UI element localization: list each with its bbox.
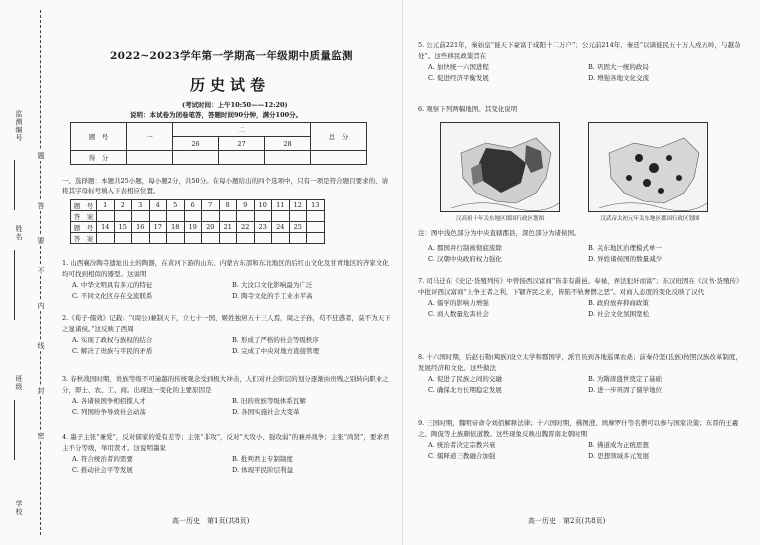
seal-char: 题 (37, 152, 45, 159)
score-header: 二 (173, 123, 311, 137)
answer-cell[interactable] (97, 211, 115, 222)
option[interactable]: B. 批判君主专制制度 (232, 455, 293, 463)
binding-underline (14, 400, 15, 460)
option[interactable]: C. 不同文化区存在交流联系 (72, 292, 153, 300)
option[interactable]: A. 中华文明具有多元的特征 (72, 281, 153, 289)
option[interactable]: A. 统治者决定宗教兴衰 (428, 441, 496, 449)
answer-cell[interactable] (307, 211, 325, 222)
question-number-cell: 20 (202, 222, 220, 233)
question-number-cell: 3 (132, 200, 150, 211)
question-stem: 1. 山西襄汾陶寺遗址出土的陶器，在黄河下游的山东、内蒙古东部和东北地区的后红山文化及甘青地区的齐家文化均可找到相似的器型。这说明 (62, 259, 389, 278)
question-stem: 5. 公元前221年，秦始皇“徙天下豪富于咸阳十二万户”；公元前214年，秦廷“以谪徙民五十万人戍五岭，与越杂处”。这些移民政策旨在 (418, 41, 741, 60)
answer-cell[interactable] (184, 211, 202, 222)
question-number-cell: 6 (184, 200, 202, 211)
seal-char: 封 (37, 387, 45, 394)
map-caption-2: 汉武帝太初元年关东地区郡国行政区划图 (600, 216, 700, 222)
question-9 (418, 418, 748, 462)
seal-char: 密 (37, 432, 45, 439)
option[interactable]: D. 进一步巩固了儒学地位 (588, 386, 663, 394)
option[interactable]: C. 汉朝中央政府权力强化 (428, 255, 502, 263)
question-number-cell: 16 (132, 222, 150, 233)
question-stem: 2.《荀子·儒效》记载：“(周公)兼制天下，立七十一国，姬姓独居五十三人焉，周之子孙，苟不狂惑者，莫不为天下之显诸侯。”这反映了西周 (62, 314, 391, 333)
question-number-cell: 23 (254, 222, 272, 233)
question-stem: 7. 司马迁在《史记·货殖列传》中曾扬西汉富商“皆非有爵邑、奉禄，弄法犯奸而富”；东汉班固在《汉书·货殖传》中批评西汉富商“上争王者之利，下锢齐民之业，皆陷不轨奢僭之恶”。对商人态度的变化反映了汉代 (418, 277, 743, 296)
question-number-cell: 8 (219, 200, 237, 211)
answer-cell[interactable] (114, 233, 132, 244)
option[interactable]: C. 列国纷争导致社会动荡 (72, 408, 146, 416)
option[interactable]: C. 商人数量危害社会 (428, 310, 489, 318)
option[interactable]: D. 陶寺文化的手工业水平高 (232, 292, 313, 300)
seal-char: 要 (37, 237, 45, 244)
number-row-label: 题 号 (71, 222, 97, 233)
seal-char: 内 (37, 302, 45, 309)
option[interactable]: B. 关东地区治理模式单一 (588, 244, 662, 252)
question-number-cell: 9 (237, 200, 255, 211)
question-number-cell: 5 (167, 200, 185, 211)
map-caption-1: 汉高祖十年关东地区郡国行政区划图 (455, 216, 544, 222)
question-number-cell: 12 (289, 200, 307, 211)
score-header: 题 号 (71, 123, 127, 151)
exam-time: (考试时间：上午10:50——12:20) (182, 101, 288, 109)
score-header: 总 分 (311, 123, 367, 151)
answer-row-label: 答 案 (71, 211, 97, 222)
question-7 (418, 276, 748, 320)
answer-cell[interactable] (97, 233, 115, 244)
question-number-cell: 4 (149, 200, 167, 211)
question-number-cell: 21 (219, 222, 237, 233)
binding-label-id: 监测编号 (15, 110, 23, 142)
question-6-options (418, 243, 748, 265)
question-stem: 6. 观察下列两幅地图。其变化说明 (418, 105, 518, 113)
option[interactable]: C. 儒释道三教融合加强 (428, 452, 496, 460)
map-graphic (441, 123, 560, 212)
question-2 (62, 313, 392, 357)
binding-label-class: 班级 (15, 375, 23, 391)
seal-char: 线 (37, 342, 45, 349)
option[interactable]: C. 促进经济平衡发展 (428, 74, 489, 82)
question-number-cell: 10 (254, 200, 272, 211)
option[interactable]: D. 体现平民阶层利益 (232, 466, 294, 474)
answer-cell[interactable] (237, 233, 255, 244)
answer-cell[interactable] (237, 211, 255, 222)
question-number-cell: 13 (307, 200, 325, 211)
score-cell[interactable] (265, 151, 311, 165)
option[interactable]: A. 符合统治者的需要 (72, 455, 133, 463)
binding-strip (0, 0, 60, 545)
option[interactable]: C. 确保北方长期稳定发展 (428, 386, 502, 394)
binding-underline (14, 160, 15, 210)
answer-cell[interactable] (289, 233, 307, 244)
option[interactable]: B. 为隋唐盛世奠定了基础 (588, 375, 662, 383)
question-stem: 4. 墨子主张“兼爱”，反对儒家的爱有差等；主张“非攻”，反对“大攻小、强攻弱”的兼并战争；主张“尚贤”，要求君主不分等级，举用贤才。这说明墨家 (62, 433, 390, 452)
question-8 (418, 352, 748, 396)
option[interactable]: D. 增强各地文化交流 (588, 74, 650, 82)
score-header: 一 (127, 123, 173, 151)
option[interactable]: B. 政府放弃抑商政策 (588, 299, 649, 307)
answer-row-label: 答 案 (71, 233, 97, 244)
exam-note: 说明：本试卷为闭卷笔答，答题时间90分钟，满分100分。 (130, 111, 303, 119)
option[interactable]: D. 思想领域多元发展 (588, 452, 650, 460)
question-number-cell: 19 (184, 222, 202, 233)
answer-cell[interactable] (219, 211, 237, 222)
score-cell[interactable] (311, 151, 367, 165)
option[interactable]: B. 形成了严格的社会等级秩序 (232, 336, 319, 344)
answer-cell[interactable] (184, 233, 202, 244)
question-number-cell: 24 (272, 222, 290, 233)
option[interactable]: B. 旧的贵族等级体系瓦解 (232, 397, 306, 405)
question-stem: 8. 十六国时期，后赵石勒(羯族)设立太学和郡国学，派官员到各地巡课农桑；前秦苻坚(氐族)按照汉族改革制度，发展经济和文化。这些做法 (418, 353, 742, 372)
binding-label-name: 姓名 (15, 225, 23, 241)
answer-cell (307, 233, 325, 244)
seal-char: 不 (37, 267, 45, 274)
score-subheader: 28 (265, 137, 311, 151)
question-5 (418, 40, 748, 84)
map-han-wudi (588, 122, 708, 212)
answer-cell[interactable] (149, 233, 167, 244)
answer-cell[interactable] (167, 211, 185, 222)
page-divider (402, 0, 403, 545)
question-stem: 3. 春秋战国时期，贵族等级不可逾越的传统观念受到极大冲击，人们对社会阶层的划分逐渐由贵贱之别转向职业之分，即士、农、工、商。出现这一变化的主要原因是 (62, 375, 389, 394)
question-3 (62, 374, 392, 418)
question-number-cell: 1 (97, 200, 115, 211)
option[interactable]: D. 异姓诸侯国的数量减少 (588, 255, 663, 263)
answer-cell[interactable] (272, 211, 290, 222)
answer-cell[interactable] (167, 233, 185, 244)
option[interactable]: B. 大汶口文化影响最为广泛 (232, 281, 313, 289)
map-han-gaozu (440, 122, 560, 212)
binding-label-school: 学校 (15, 500, 23, 516)
answer-cell[interactable] (132, 233, 150, 244)
answer-cell[interactable] (272, 233, 290, 244)
answer-table (70, 199, 325, 244)
score-cell[interactable] (173, 151, 219, 165)
answer-cell[interactable] (219, 233, 237, 244)
map-note: 注：图中浅色部分为中央直辖郡县，深色部分为诸侯国。 (418, 229, 581, 237)
question-number-cell: 15 (114, 222, 132, 233)
option[interactable]: A. 各诸侯国争相招揽人才 (72, 397, 146, 405)
score-cell[interactable] (219, 151, 265, 165)
question-1 (62, 258, 392, 302)
question-number-cell: 17 (149, 222, 167, 233)
page-footer-left: 高一历史 第1页(共8页) (172, 517, 250, 525)
score-cell[interactable] (127, 151, 173, 165)
option[interactable]: C. 推动社会平等发展 (72, 466, 133, 474)
answer-cell[interactable] (202, 211, 220, 222)
question-number-cell: 25 (289, 222, 307, 233)
question-4 (62, 432, 392, 476)
seal-char: 答 (37, 202, 45, 209)
option[interactable]: A. 儒学的影响力增强 (428, 299, 489, 307)
answer-cell[interactable] (202, 233, 220, 244)
score-subheader: 26 (173, 137, 219, 151)
section1-intro: 一、选择题：本题共25小题，每小题2分，共50分。在每小题给出的四个选项中，只有一项是符合题目要求的，请将其字母标号填入下表相应位置。 (62, 177, 389, 195)
question-stem: 9. 三国时期，魏明帝命令刘佰解释法律；十六国时期，佛图澄、鸠摩罗什等名僧可以参与国家决策；东晋的王羲之、陶侃等土族颇依道教。这些现象反映出魏晋南北朝时期 (418, 419, 739, 438)
option[interactable]: B. 巩固大一统的政局 (588, 63, 649, 71)
answer-cell[interactable] (132, 211, 150, 222)
question-number-cell: 22 (237, 222, 255, 233)
answer-cell[interactable] (114, 211, 132, 222)
answer-cell[interactable] (254, 233, 272, 244)
binding-underline (14, 250, 15, 320)
score-table (70, 122, 367, 165)
option[interactable]: A. 郡国并行制被彻底废除 (428, 244, 502, 252)
option[interactable]: B. 佛道成为正统思想 (588, 441, 649, 449)
question-number-cell: 18 (167, 222, 185, 233)
number-row-label: 题 号 (71, 200, 97, 211)
option[interactable]: A. 促进了民族之间的交融 (428, 375, 502, 383)
question-6 (418, 104, 748, 115)
question-number-cell: 11 (272, 200, 290, 211)
map-graphic (589, 123, 708, 212)
option[interactable]: D. 社会文化氛围宽松 (588, 310, 650, 318)
page-footer-right: 高一历史 第2页(共8页) (528, 517, 606, 525)
option[interactable]: A. 实现了政权与族权的结合 (72, 336, 153, 344)
exam-title: 2022~2023学年第一学期高一年级期中质量监测 (110, 50, 353, 62)
question-number-cell: 14 (97, 222, 115, 233)
option[interactable]: A. 加快统一六国进程 (428, 63, 489, 71)
subject-title: 历史试卷 (190, 76, 271, 94)
score-subheader: 27 (219, 137, 265, 151)
answer-cell[interactable] (289, 211, 307, 222)
question-number-cell: 7 (202, 200, 220, 211)
score-row-label: 得 分 (71, 151, 127, 165)
answer-cell[interactable] (149, 211, 167, 222)
question-number-cell (307, 222, 325, 233)
option[interactable]: D. 完成了中央对地方直接管理 (232, 347, 320, 355)
question-number-cell: 2 (114, 200, 132, 211)
option[interactable]: C. 解决了贵族与平民的矛盾 (72, 347, 153, 355)
answer-cell[interactable] (254, 211, 272, 222)
option[interactable]: D. 各国实施社会大变革 (232, 408, 300, 416)
